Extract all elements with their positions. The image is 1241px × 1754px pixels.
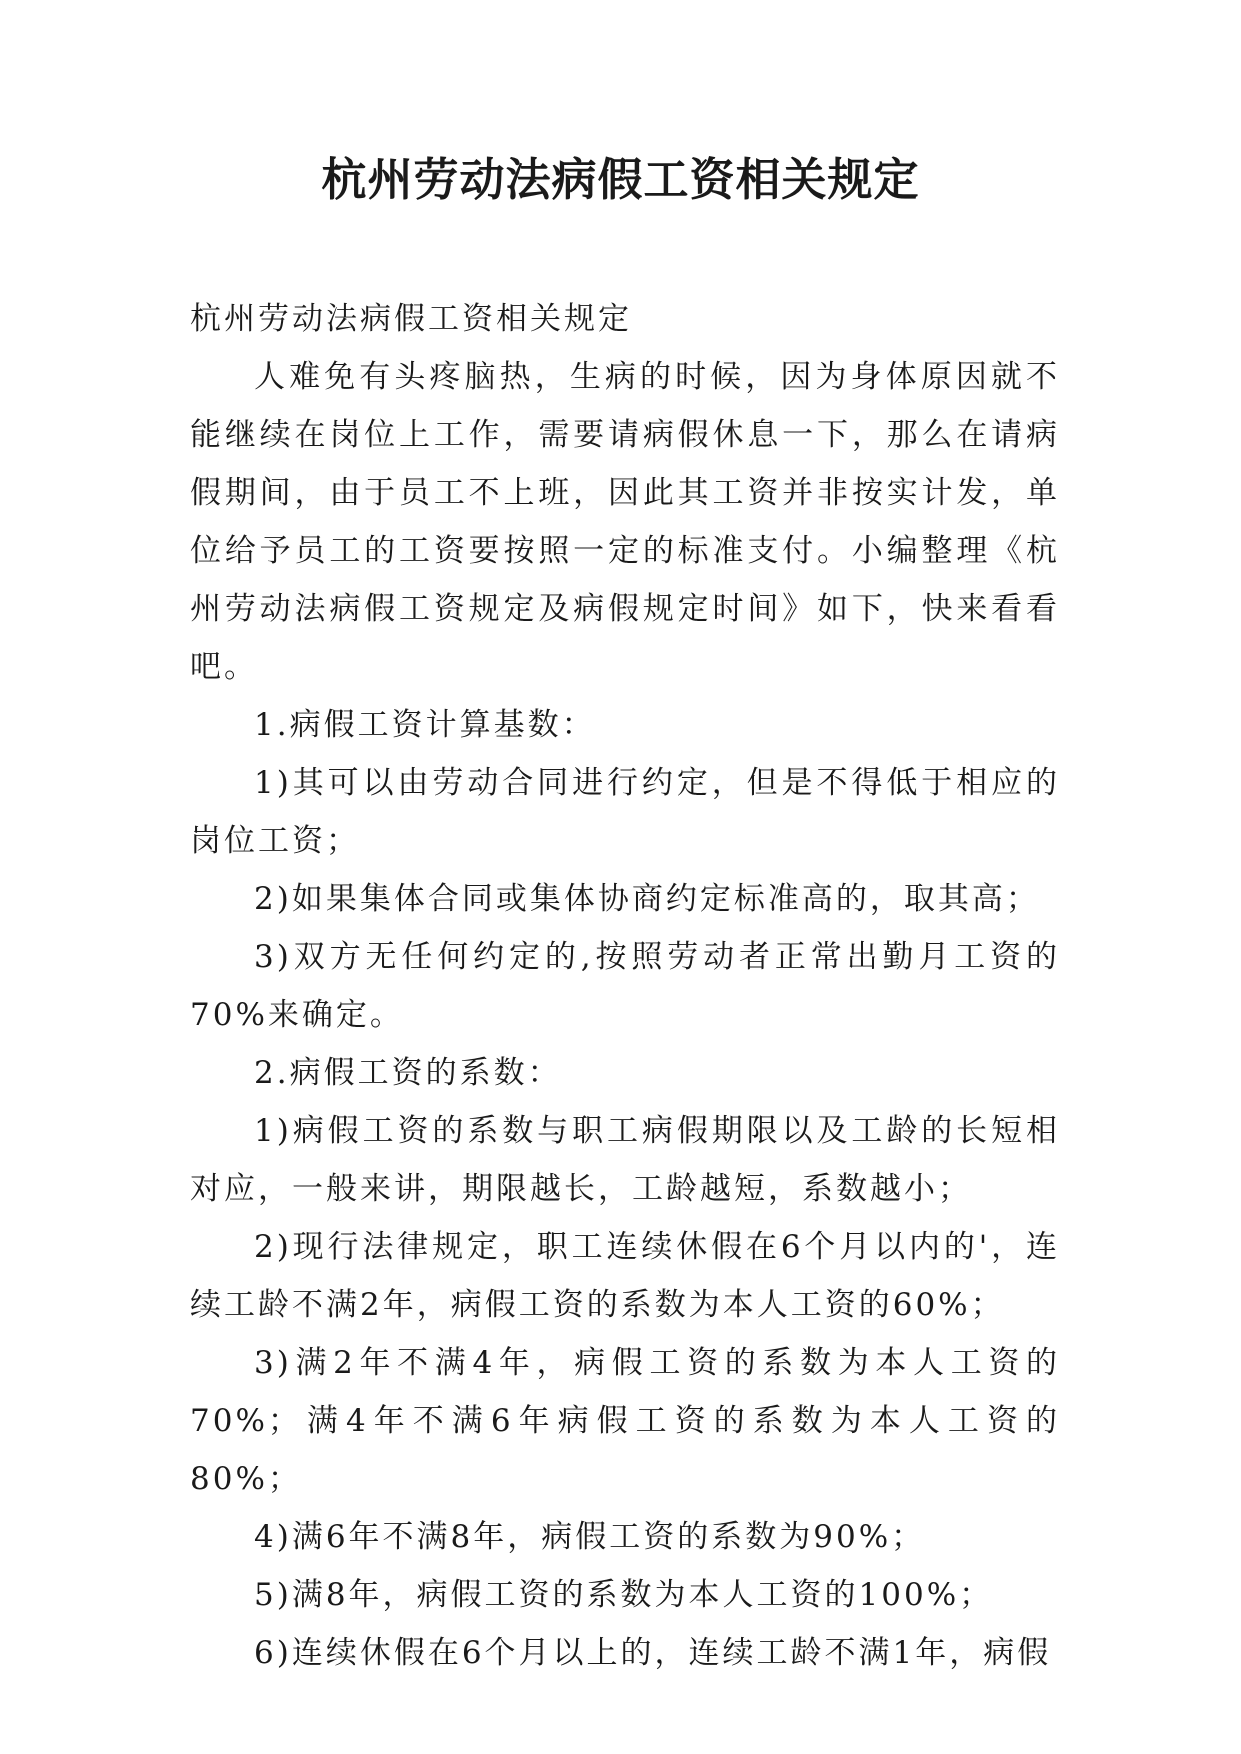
- paragraph: 2)现行法律规定，职工连续休假在6个月以内的'，连续工龄不满2年，病假工资的系数为本人工资的60%；: [190, 1229, 1060, 1323]
- paragraph: 4)满6年不满8年，病假工资的系数为90%；: [254, 1519, 926, 1555]
- paragraph: 1)其可以由劳动合同进行约定，但是不得低于相应的岗位工资；: [190, 765, 1060, 859]
- paragraph: 3)双方无任何约定的,按照劳动者正常出勤月工资的70%来确定。: [190, 939, 1060, 1033]
- paragraph: 杭州劳动法病假工资相关规定: [190, 301, 632, 337]
- document-title: 杭州劳动法病假工资相关规定: [321, 153, 920, 206]
- paragraph: 6)连续休假在6个月以上的，连续工龄不满1年，病假: [254, 1635, 1052, 1671]
- paragraph: 人难免有头疼脑热，生病的时候，因为身体原因就不能继续在岗位上工作，需要请病假休息一下，那么在请病假期间，由于员工不上班，因此其工资并非按实计发，单位给予员工的工资要按照一定的标准支付。小编整理《杭州劳动法病假工资规定及病假规定时间》如下，快来看看吧。: [190, 359, 1060, 685]
- paragraph: 2.病假工资的系数：: [254, 1055, 562, 1091]
- document-body: [190, 290, 1060, 1682]
- paragraph: 3)满2年不满4年，病假工资的系数为本人工资的70%；满4年不满6年病假工资的系数为本人工资的80%；: [190, 1345, 1060, 1497]
- paragraph: 2)如果集体合同或集体协商约定标准高的，取其高；: [254, 881, 1040, 917]
- paragraph: 5)满8年，病假工资的系数为本人工资的100%；: [254, 1577, 994, 1613]
- paragraph: 1.病假工资计算基数：: [254, 707, 596, 743]
- paragraph: 1)病假工资的系数与职工病假期限以及工龄的长短相对应，一般来讲，期限越长，工龄越短，系数越小；: [190, 1113, 1060, 1207]
